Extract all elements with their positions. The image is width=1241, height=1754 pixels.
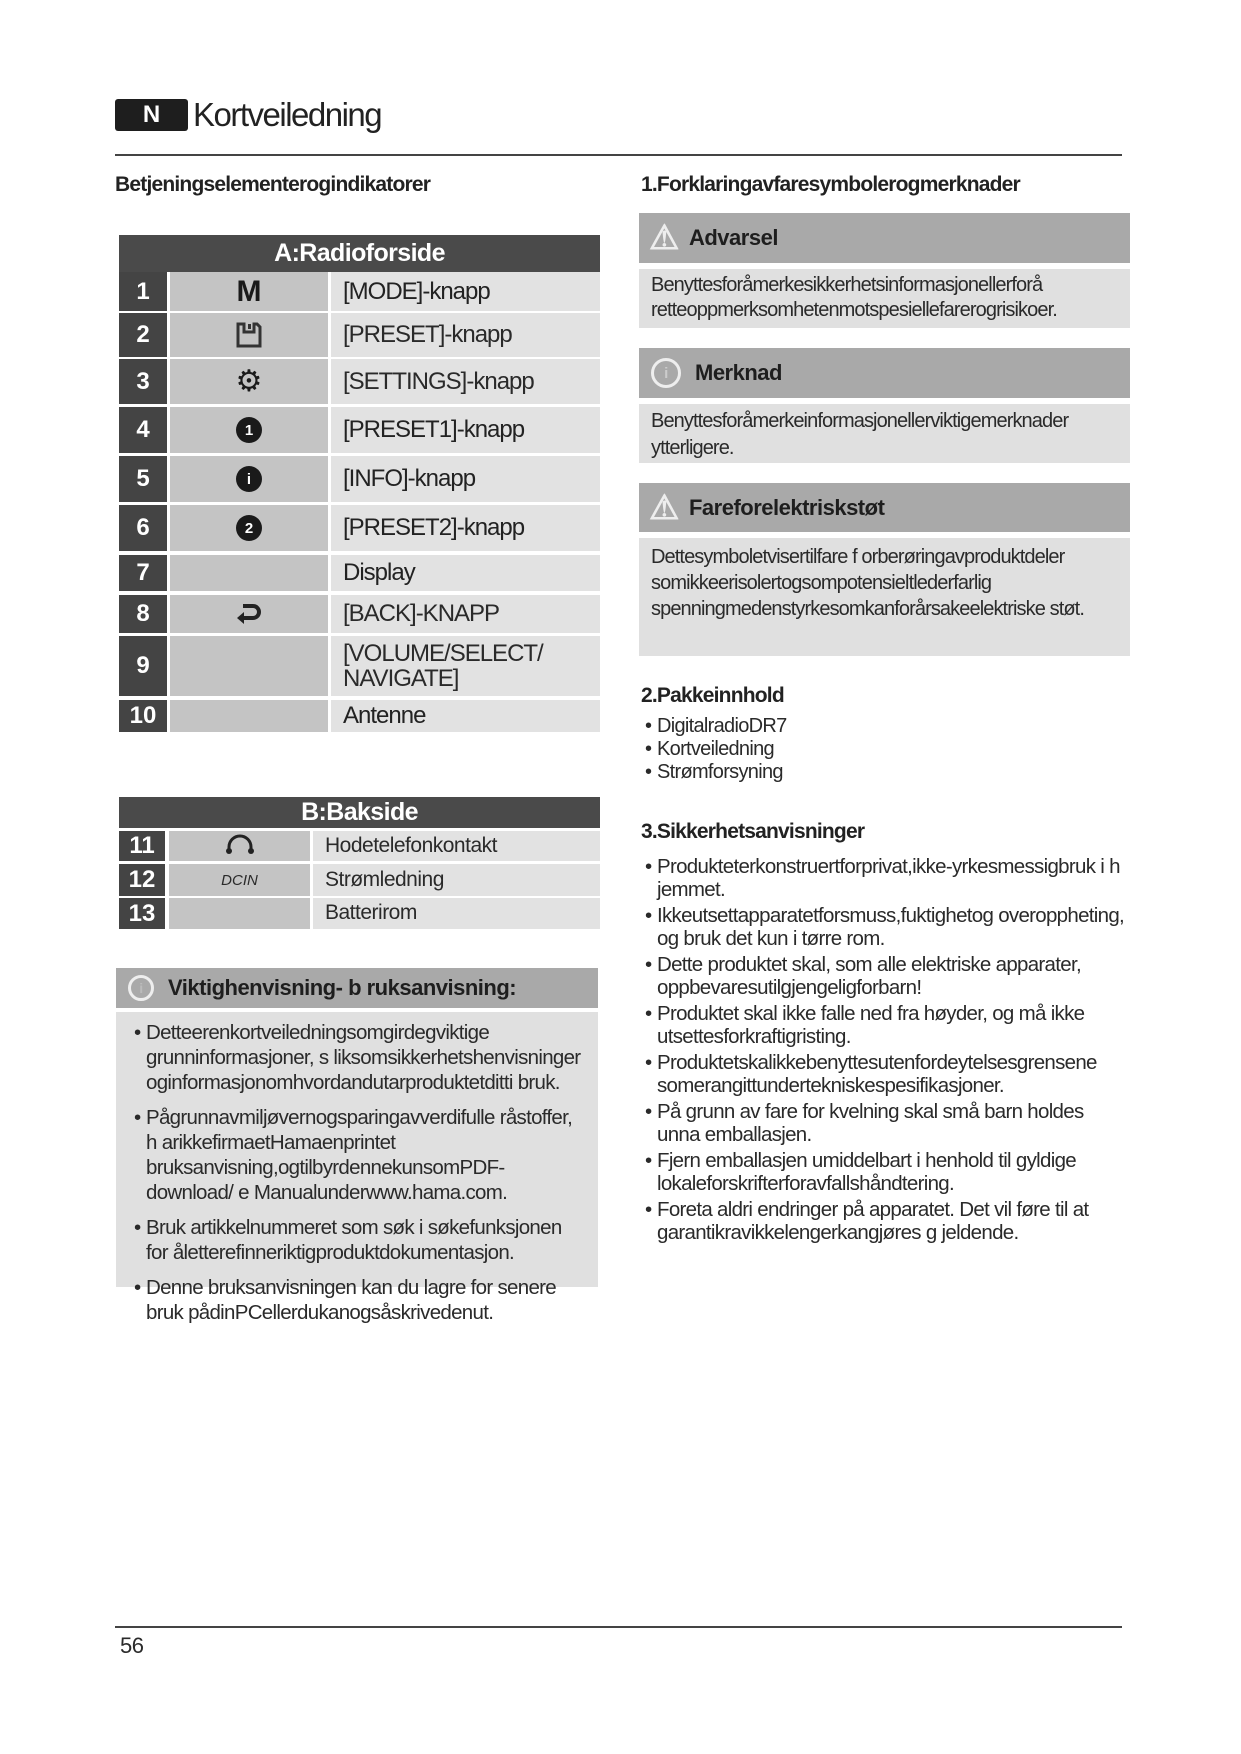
row-description: [PRESET]-knapp	[331, 313, 600, 357]
row-description: Batterirom	[313, 898, 600, 929]
row-label: Display	[343, 559, 415, 586]
row-number: 9	[119, 636, 167, 696]
row-icon-cell	[170, 700, 328, 732]
warning-box-header	[639, 213, 1130, 263]
mode-m-icon: M	[236, 274, 262, 308]
icon-label: 2	[236, 515, 262, 541]
preset-2-icon	[170, 505, 328, 551]
note-box-title: Merknad	[695, 360, 782, 385]
icon-label: i	[236, 466, 262, 492]
dc-in-label: DCIN	[221, 871, 258, 889]
warning-triangle-icon: ⚠	[649, 219, 679, 257]
row-icon-cell	[169, 898, 310, 929]
row-number: 4	[119, 407, 167, 453]
row-number: 8	[119, 595, 167, 633]
header-divider	[115, 154, 1122, 156]
row-description: [SETTINGS]-knapp	[331, 359, 600, 404]
section-3-heading: 3.Sikkerhetsanvisninger	[641, 820, 865, 843]
package-contents-list	[641, 715, 1121, 784]
row-icon-cell	[169, 831, 310, 861]
row-number: 13	[119, 898, 165, 929]
info-icon	[170, 456, 328, 502]
row-label: [PRESET2]-knapp	[343, 514, 525, 541]
icon-label: 1	[236, 417, 262, 443]
note-box-header	[639, 348, 1130, 398]
list-item: • Foreta aldri endringer på apparatet. Det vil føre til at garantikravikkelengerkangjøres g jeldende.	[641, 1198, 1131, 1244]
list-item: • Produktet skal ikke falle ned fra høyder, og må ikke utsettesforkraftigristing.	[641, 1002, 1131, 1048]
row-number: 1	[119, 272, 167, 311]
list-item: • På grunn av fare for kvelning skal små barn holdes unna emballasjen.	[641, 1100, 1131, 1146]
important-info-body	[116, 1012, 598, 1324]
list-item: • Ikkeutsettapparatetforsmuss,fuktighetog overoppheting, og bruk det kun i tørre rom.	[641, 904, 1131, 950]
footer-divider	[115, 1626, 1122, 1628]
list-item: • Produkteterkonstruertforprivat,ikke-yrkesmessigbruk i h jemmet.	[641, 855, 1131, 901]
warning-box-body: Benyttesforåmerkesikkerhetsinformasjonellerforå retteoppmerksomhetenmotspesiellefarerogrisikoer.	[639, 269, 1130, 328]
preset-1-icon	[170, 407, 328, 453]
page-title: Kortveiledning	[193, 96, 382, 133]
row-number: 7	[119, 555, 167, 591]
row-icon-cell	[170, 636, 328, 696]
row-label: [INFO]-knapp	[343, 465, 476, 492]
row-number: 3	[119, 359, 167, 404]
row-number: 5	[119, 456, 167, 502]
table-a-title: A:Radioforside	[119, 235, 600, 272]
section-2-heading: 2.Pakkeinnhold	[641, 684, 784, 707]
electric-shock-triangle-icon: ⚠	[649, 488, 679, 527]
list-item: • Pågrunnavmiljøvernogsparingavverdifulle råstoffer, h arikkefirmaetHamaenprintet bruksanvisning,ogtilbyrdennekunsomPDF-download/ e Manualunderwww.hama.com.	[130, 1105, 584, 1205]
language-badge: N	[115, 99, 188, 131]
info-circle-icon: i	[651, 358, 681, 388]
note-box-body: Benyttesforåmerkeinformasjonellerviktigemerknader ytterligere.	[639, 404, 1130, 463]
row-label: [PRESET1]-knapp	[343, 416, 525, 443]
section-1-heading: 1.Forklaringavfaresymbolerogmerknader	[641, 173, 1020, 196]
list-item: • Denne bruksanvisningen kan du lagre for senere bruk pådinPCellerdukanogsåskrivedenut.	[130, 1275, 584, 1325]
table-b-title: B:Bakside	[119, 797, 600, 828]
floppy-save-icon	[170, 313, 328, 357]
row-description: [BACK]-KNAPP	[331, 595, 600, 633]
row-icon-cell	[170, 555, 328, 591]
safety-list	[641, 855, 1131, 1247]
row-description: [VOLUME/SELECT/ NAVIGATE]	[331, 636, 600, 696]
row-icon-cell	[169, 864, 310, 896]
shock-box-header	[639, 483, 1130, 532]
info-circle-icon: i	[128, 975, 154, 1001]
list-item: • Kortveiledning	[641, 738, 1121, 761]
warning-box-title: Advarsel	[688, 225, 778, 250]
list-item: • Fjern emballasjen umiddelbart i henhold til gyldige lokaleforskrifterforavfallshåndtering.	[641, 1149, 1131, 1195]
important-info-header	[116, 968, 598, 1008]
row-number: 6	[119, 505, 167, 551]
shock-box-title: Fareforelektriskstøt	[688, 494, 885, 520]
row-number: 11	[119, 831, 165, 861]
row-number: 10	[119, 700, 167, 732]
row-label: [MODE]-knapp	[343, 277, 490, 305]
list-item: • Strømforsyning	[641, 761, 1121, 784]
controls-heading: Betjeningselementerogindikatorer	[115, 173, 431, 196]
row-description: Strømledning	[313, 864, 600, 896]
back-arrow-icon	[170, 595, 328, 633]
list-item: • Bruk artikkelnummeret som søk i søkefunksjonen for åletterefinneriktigproduktdokumentasjon.	[130, 1215, 584, 1265]
headphones-icon	[225, 834, 255, 859]
list-item: • DigitalradioDR7	[641, 715, 1121, 738]
row-number: 2	[119, 313, 167, 357]
gear-icon: ⚙	[235, 365, 263, 398]
list-item: • Produktetskalikkebenyttesutenfordeytelsesgrensene somerangittundertekniskespesifikasjoner.	[641, 1051, 1131, 1097]
list-item: • Dette produktet skal, som alle elektriske apparater, oppbevaresutilgjengeligforbarn!	[641, 953, 1131, 999]
row-number: 12	[119, 864, 165, 896]
row-description: Hodetelefonkontakt	[313, 831, 600, 861]
row-label: Antenne	[343, 702, 426, 729]
important-info-title: Viktighenvisning- b ruksanvisning:	[168, 975, 517, 1000]
page-number: 56	[120, 1633, 144, 1658]
list-item: • Detteerenkortveiledningsomgirdegviktige grunninformasjoner, s liksomsikkerhetshenvisninger oginformasjonomhvordandutarproduktetditti bruk.	[130, 1020, 584, 1095]
shock-box-body: Dettesymboletvisertilfare f orberøringavproduktdeler somikkeerisolertogsompotensieltlederfarlig spenningmedenstyrkesomkanforårsakeelektriske støt.	[639, 538, 1130, 656]
